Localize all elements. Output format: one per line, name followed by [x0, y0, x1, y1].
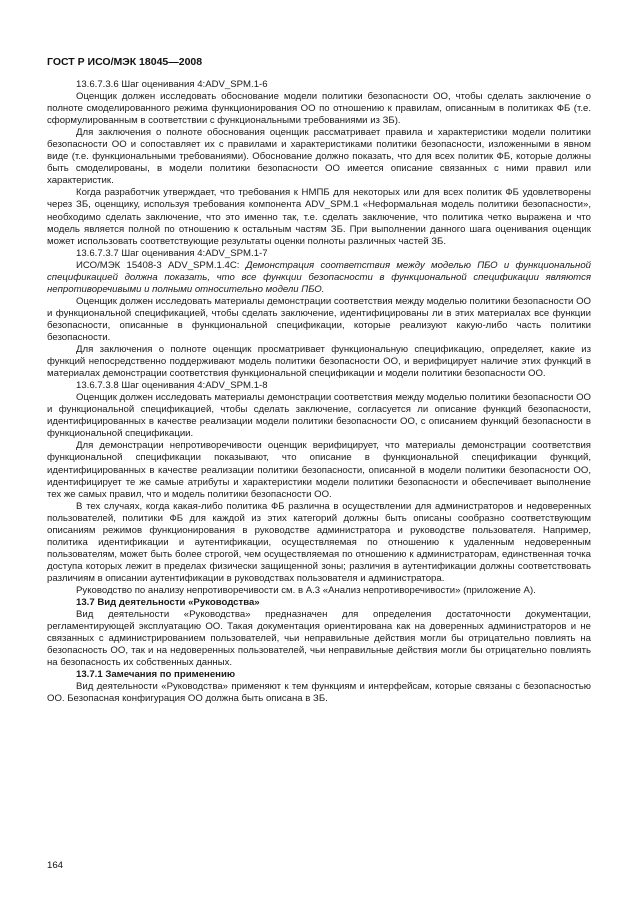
section-heading: 13.7 Вид деятельности «Руководства»: [76, 597, 260, 609]
paragraph: Руководство по анализу непротиворечивости см. в А.3 «Анализ непротиворечивости» (приложение А).: [76, 584, 536, 596]
subsection-text: Вид деятельности «Руководства» применяют к тем функциям и интерфейсам, которые связаны с безопасностью ОО. Безопасная конфигурация ОО должна быть описана в ЗБ.: [47, 681, 591, 705]
paragraph: Когда разработчик утверждает, что требования к НМПБ для некоторых или для всех политик ФБ удовлетворены через ЗБ, оценщику, используя требования компонента ADV_SPM.1 «Неформальная модель политики безопасности», необходимо сделать заключение, что это именно так, т.е. сделать заключение, что политика четко выражена и что модель является полной по отношению к остальным частям ЗБ. При выполнении данного шага оценивания оценщик может использовать соответствующие результаты оценки полноты различных частей ЗБ.: [47, 187, 591, 247]
step-heading-8: 13.6.7.3.8 Шаг оценивания 4:ADV_SPM.1-8: [76, 380, 268, 392]
content: [47, 79, 591, 705]
paragraph: Для заключения о полноте обоснования оценщик рассматривает правила и характеристики модели политики безопасности ОО и сопоставляет их с правилами и характеристиками политики безопасности, изложенными в явном виде (т.е. функциональными требованиями). Обоснование должно показать, что для всех политик ФБ, которые должны быть смоделированы, в модели политики безопасности ОО имеется описание связанных с ними правил или характеристик.: [47, 127, 591, 187]
paragraph: Оценщик должен исследовать обоснование модели политики безопасности ОО, чтобы сделать заключение о полноте смоделированного режима функционирования ОО по отношению к правилам, описанным в политиках ФБ (т.е. сформулированным в соответствии с функциональными требованиями из ЗБ).: [47, 91, 591, 127]
paragraph: Оценщик должен исследовать материалы демонстрации соответствия между моделью политики безопасности ОО и функциональной спецификацией, чтобы сделать заключение, согласуется ли описание функций безопасности, идентифицированных в качестве реализации модели политики безопасности ОО, с описанием функций безопасности в функциональной спецификации.: [47, 392, 591, 440]
requirement-paragraph: [47, 260, 591, 296]
paragraph: Для демонстрации непротиворечивости оценщик верифицирует, что материалы демонстрации соответствия функциональной спецификации показывают, что описание в функциональной спецификации функций, идентифицированных в качестве реализации политики безопасности, описанной в модели политики безопасности ОО, идентифицирует те же самые атрибуты и характеристики модели политики безопасности и обеспечивает выполнение тех же самых правил, что и модель политики безопасности ОО.: [47, 440, 591, 500]
paragraph: Оценщик должен исследовать материалы демонстрации соответствия между моделью политики безопасности ОО и функциональной спецификацией, чтобы сделать заключение, идентифицированы ли в этих материалах все функции безопасности, описанные в функциональной спецификации, которые реализуют какую-либо часть политики безопасности.: [47, 295, 591, 343]
page-number: 164: [47, 860, 64, 871]
subsection-heading: 13.7.1 Замечания по применению: [76, 669, 236, 681]
step-heading-7: 13.6.7.3.7 Шаг оценивания 4:ADV_SPM.1-7: [76, 247, 268, 259]
paragraph: Для заключения о полноте оценщик просматривает функциональную спецификацию, определяет, какие из функций непосредственно поддерживают модель политики безопасности ОО, и верифицирует наличие этих функций в материалах демонстрации соответствия функциональной спецификации и модели политики безопасности ОО.: [47, 344, 591, 380]
document-header: ГОСТ Р ИСО/МЭК 18045—2008: [47, 56, 203, 68]
paragraph: В тех случаях, когда какая-либо политика ФБ различна в осуществлении для администраторов и недоверенных пользователей, политики ФБ для каждой из этих категорий должны быть описаны сообразно соответствующим описаниям режимов функционирования в руководстве администратора и руководстве пользователя. Например, политика идентификации и аутентификации, осуществляемая по отношению к удаленным недоверенным пользователям, может быть более строгой, чем осуществляемая по отношению к администраторам, единственная точка доступа которых лежит в пределах физически защищенной зоны; различия в аутентификации должны соответствовать различиям в описании аутентификации в руководствах пользователя и администратора.: [47, 500, 591, 584]
requirement-text: Демонстрация соответствия между моделью ПБО и функциональной спецификацией должна показать, что все функции безопасности в функциональной спецификации являются непротиворечивыми и полными относительно модели ПБО.: [47, 259, 592, 295]
requirement-ref: ИСО/МЭК 15408-3 ADV_SPM.1.4C:: [76, 259, 246, 271]
section-text: Вид деятельности «Руководства» предназначен для определения достаточности документации, регламентирующей эксплуатацию ОО. Такая документация ориентирована как на доверенных администраторов и не связанных с администрированием пользователей, чьи неправильные действия могли бы отрицательно повлиять на безопасность ОО, так и на недоверенных пользователей, чьи неправильные действия могли бы отрицательно повлиять на безопасность их собственных данных.: [47, 609, 591, 669]
step-heading-6: 13.6.7.3.6 Шаг оценивания 4:ADV_SPM.1-6: [76, 79, 268, 90]
